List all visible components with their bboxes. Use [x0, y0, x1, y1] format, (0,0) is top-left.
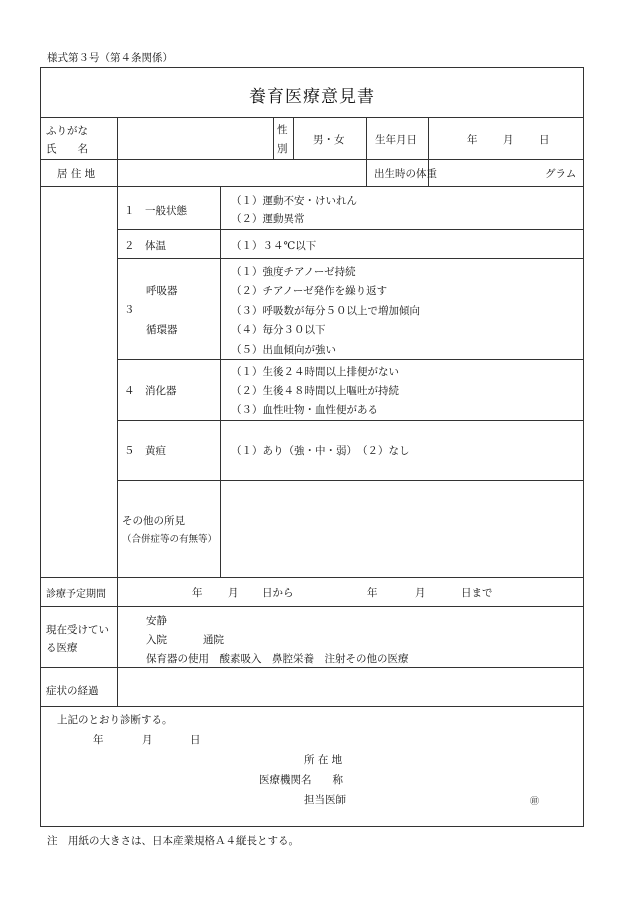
rule	[293, 117, 294, 159]
page-title: 養育医療意見書	[249, 87, 375, 107]
rule	[40, 706, 584, 707]
current-care-line: 安静	[146, 615, 167, 627]
rule	[40, 606, 584, 607]
rule	[117, 117, 118, 159]
furigana-label: ふりがな	[46, 125, 88, 137]
item-general-label: １ 一般状態	[124, 205, 187, 217]
rule	[40, 577, 584, 578]
period-m2: 月	[415, 587, 426, 599]
birth-weight-unit: グラム	[545, 168, 577, 180]
date-month: 月	[142, 734, 153, 746]
period-y1: 年	[192, 587, 203, 599]
period-y2: 年	[367, 587, 378, 599]
rule	[366, 117, 367, 186]
current-care-line: 通院	[203, 634, 224, 646]
item-digest-label: ４ 消化器	[124, 385, 177, 397]
rule	[117, 258, 584, 259]
date-year: 年	[93, 734, 104, 746]
date-day: 日	[190, 734, 201, 746]
item-digest-line: （２）生後４８時間以上嘔吐が持続	[231, 385, 399, 397]
item-jaundice-text: （１）あり（強・中・弱） （２）なし	[231, 445, 410, 457]
item-resp-line: （１）強度チアノーゼ持続	[231, 266, 356, 278]
item-resp-line: （２）チアノーゼ発作を繰り返す	[231, 285, 388, 297]
current-care-line: 保育器の使用 酸素吸入 鼻腔栄養 注射その他の医療	[146, 653, 409, 665]
dob-year: 年	[467, 134, 478, 146]
item-digest-line: （３）血性吐物・血性便がある	[231, 404, 378, 416]
course-label: 症状の経過	[46, 685, 99, 697]
rule	[220, 186, 221, 577]
rule	[40, 667, 584, 668]
period-label: 診療予定期間	[46, 589, 106, 600]
birth-weight-label: 出生時の体重	[374, 168, 437, 180]
item-resp-line: （３）呼吸数が毎分５０以上で増加傾向	[231, 305, 420, 317]
location-label: 所 在 地	[304, 754, 343, 766]
sex-label: 性	[277, 124, 288, 136]
item-general-line: （２）運動異常	[231, 213, 305, 225]
current-care-label: る医療	[46, 642, 78, 654]
rule	[117, 359, 584, 360]
seal-mark: ㊞	[530, 797, 540, 807]
rule	[273, 117, 274, 159]
footnote: 注 用紙の大きさは、日本産業規格Ａ４縦長とする。	[47, 835, 299, 847]
current-care-label: 現在受けてい	[46, 624, 109, 636]
item-resp-number: ３	[124, 304, 135, 316]
diagnosis-statement: 上記のとおり診断する。	[57, 714, 173, 726]
sex-label: 別	[277, 143, 288, 155]
item-jaundice-label: ５ 黄疸	[124, 445, 166, 457]
rule	[40, 159, 584, 160]
period-until: 日まで	[461, 587, 493, 599]
item-resp-line: （５）出血傾向が強い	[231, 344, 336, 356]
rule	[117, 159, 118, 186]
item-temp-line: （１）３４℃以下	[231, 240, 317, 252]
dob-day: 日	[539, 134, 550, 146]
doctor-label: 担当医師	[304, 794, 346, 806]
item-resp-line: （４）毎分３０以下	[231, 324, 326, 336]
rule	[117, 480, 584, 481]
rule	[117, 420, 584, 421]
item-temp-label: ２ 体温	[124, 240, 166, 252]
institution-label: 医療機関名 称	[259, 774, 343, 786]
item-digest-line: （１）生後２４時間以上排便がない	[231, 366, 399, 378]
period-from: 日から	[262, 587, 294, 599]
name-label: 氏 名	[46, 143, 88, 155]
item-general-line: （１）運動不安・けいれん	[231, 195, 357, 207]
current-care-line: 入院	[146, 634, 167, 646]
sex-value: 男・女	[313, 134, 345, 146]
item-circ-label: 循環器	[146, 324, 178, 336]
address-label: 居 住 地	[57, 168, 96, 180]
form-number: 様式第３号（第４条関係）	[47, 52, 173, 64]
rule	[117, 186, 118, 577]
other-findings-label: その他の所見	[122, 515, 185, 527]
period-m1: 月	[228, 587, 239, 599]
item-resp-label: 呼吸器	[146, 285, 178, 297]
dob-month: 月	[503, 134, 514, 146]
rule	[40, 117, 584, 118]
rule	[117, 577, 118, 706]
rule	[117, 229, 584, 230]
rule	[40, 186, 584, 187]
dob-label: 生年月日	[375, 134, 417, 146]
other-findings-sub: （合併症等の有無等）	[122, 534, 218, 545]
